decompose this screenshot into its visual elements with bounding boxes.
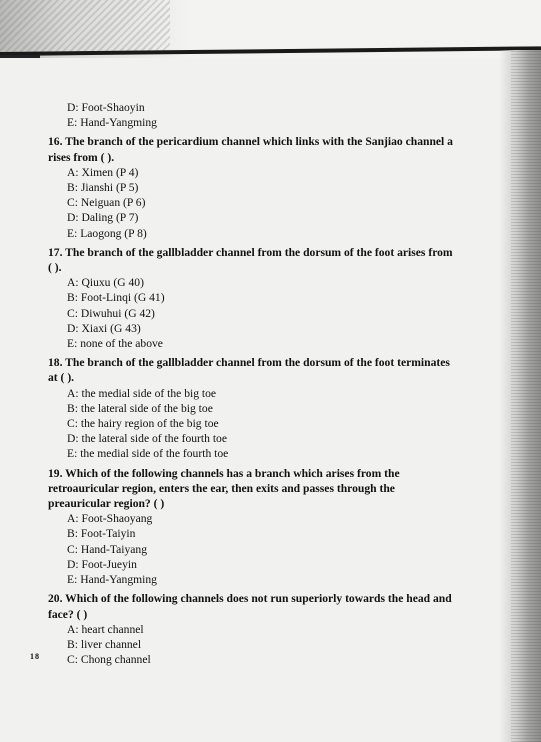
question-19 <box>48 466 458 588</box>
header-rule-tick <box>0 55 40 58</box>
answer-option: D: Xiaxi (G 43) <box>67 321 141 335</box>
answer-option: C: Hand-Taiyang <box>67 542 148 556</box>
page-number: 18 <box>30 652 40 661</box>
question-text: 16. The branch of the pericardium channel which links with the Sanjiao channel a rises from ( ). <box>48 135 453 164</box>
answer-option: E: none of the above <box>67 337 163 351</box>
answer-option: C: Diwuhui (G 42) <box>67 306 155 320</box>
answer-option: E: Hand-Yangming <box>67 573 157 587</box>
answer-option: D: Foot-Shaoyin <box>67 101 145 114</box>
answer-option: B: the lateral side of the big toe <box>67 401 213 415</box>
answer-option: E: the medial side of the fourth toe <box>67 447 229 461</box>
answer-option: A: the medial side of the big toe <box>67 386 217 400</box>
answer-option: A: heart channel <box>67 622 144 636</box>
answer-option: E: Laogong (P 8) <box>67 226 147 240</box>
answer-option: D: the lateral side of the fourth toe <box>67 432 228 446</box>
answer-option: D: Daling (P 7) <box>67 211 139 225</box>
answer-option: B: liver channel <box>67 637 142 651</box>
answer-option: C: Neiguan (P 6) <box>67 196 146 210</box>
answer-option: A: Ximen (P 4) <box>67 165 139 179</box>
book-spine-texture <box>511 50 541 742</box>
question-text: 17. The branch of the gallbladder channel from the dorsum of the foot arises from ( ). <box>48 245 453 275</box>
question-text: 18. The branch of the gallbladder channel from the dorsum of the foot terminates at ( ). <box>48 356 450 385</box>
answer-option: B: Foot-Taiyin <box>67 527 136 541</box>
answer-option: A: Foot-Shaoyang <box>67 512 153 526</box>
answer-option: A: Qiuxu (G 40) <box>67 276 144 290</box>
scan-texture-top <box>0 0 170 52</box>
question-16 <box>48 134 458 240</box>
question-text: 20. Which of the following channels does not run superiorly towards the head and face? ( ) <box>48 592 452 621</box>
answer-option: B: Foot-Linqi (G 41) <box>67 291 165 305</box>
answer-option: B: Jianshi (P 5) <box>67 181 139 195</box>
page-content <box>48 100 458 667</box>
continued-question <box>48 100 458 130</box>
question-text: 19. Which of the following channels has a branch which arises from the retroauricular region, enters the ear, then exits and passes through the preauricular region? ( ) <box>48 466 400 511</box>
answer-option: C: Chong channel <box>67 653 151 667</box>
answer-option: C: the hairy region of the big toe <box>67 417 219 431</box>
answer-option: D: Foot-Jueyin <box>67 557 137 571</box>
answer-option: E: Hand-Yangming <box>67 116 157 130</box>
question-17 <box>48 245 458 351</box>
question-20 <box>48 591 458 667</box>
question-18 <box>48 355 458 461</box>
